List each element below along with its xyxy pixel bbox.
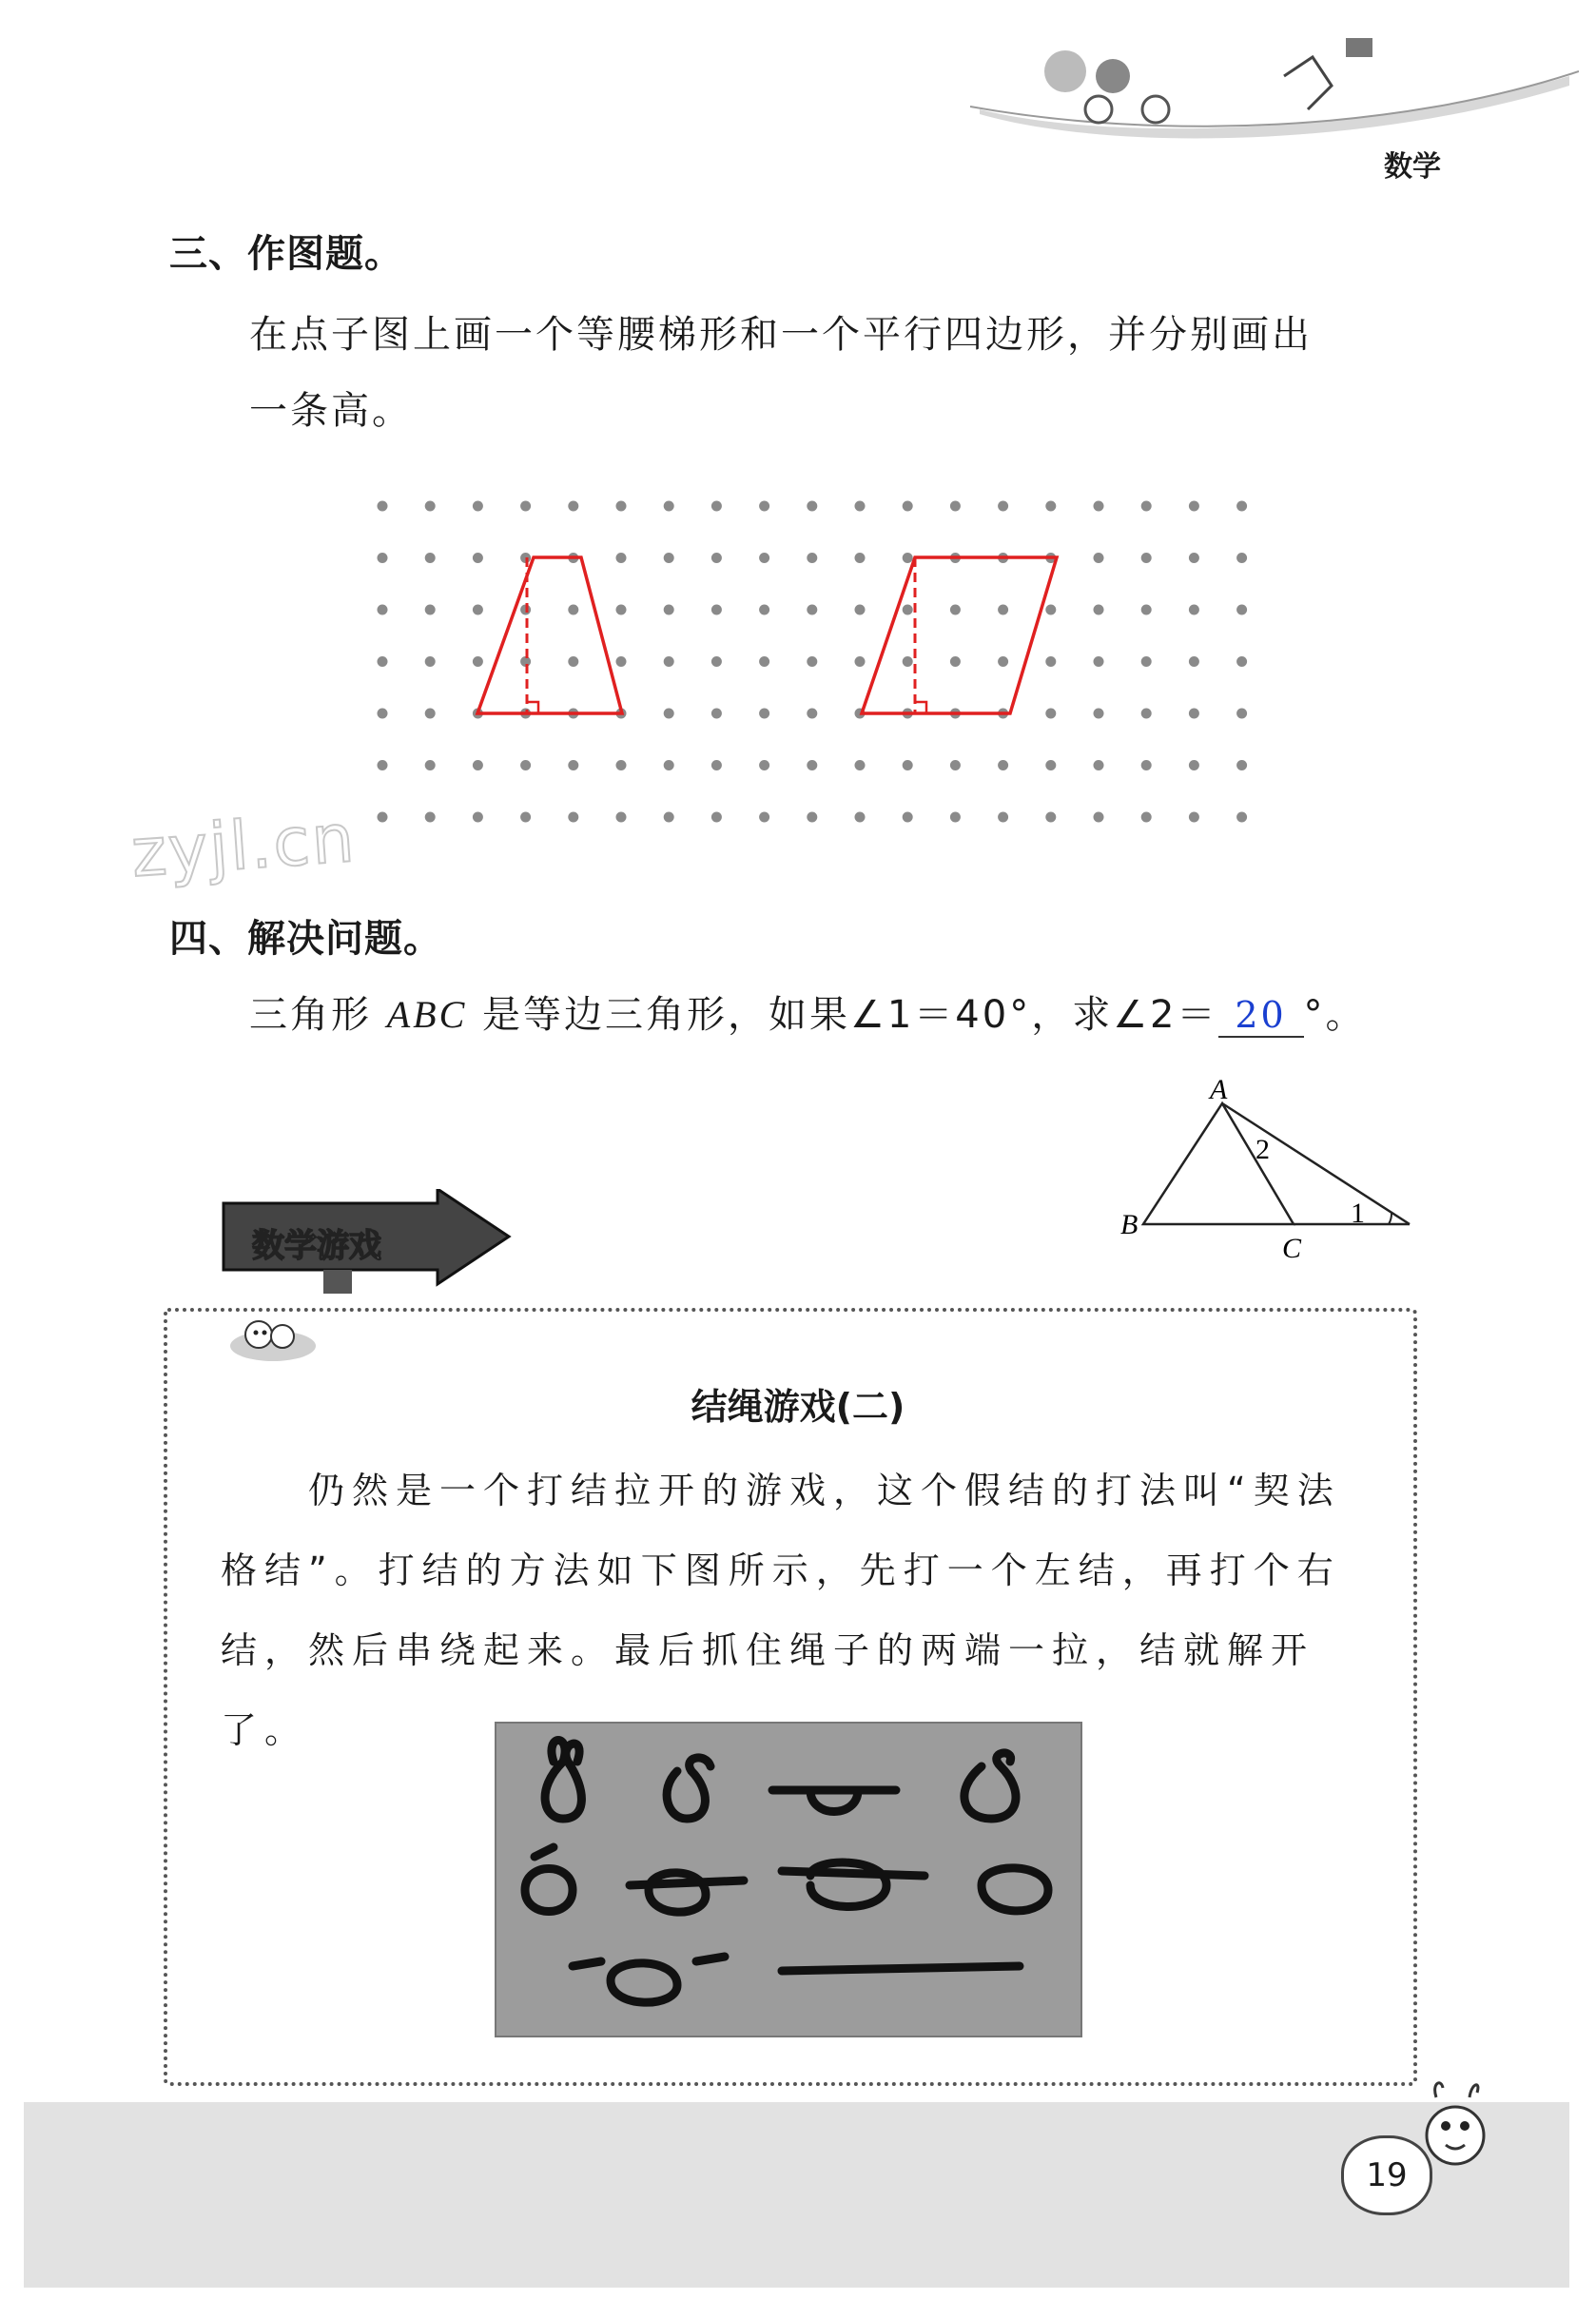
grid-dot xyxy=(425,760,436,770)
grid-dot xyxy=(1094,501,1104,512)
grid-dot xyxy=(664,605,674,615)
grid-dot xyxy=(1094,812,1104,823)
grid-dot xyxy=(664,709,674,719)
grid-dot xyxy=(711,501,722,512)
grid-dot xyxy=(711,553,722,563)
grid-dot xyxy=(807,656,817,667)
grid-dot xyxy=(759,553,769,563)
grid-dot xyxy=(807,605,817,615)
grid-dot xyxy=(759,501,769,512)
grid-dot xyxy=(520,812,531,823)
question-middle: 是等边三角形，如果∠1＝40°，求∠2＝ xyxy=(481,993,1218,1037)
grid-dot xyxy=(1141,553,1152,563)
line-a-to-ext xyxy=(1222,1103,1410,1224)
triangle-abc xyxy=(1143,1103,1294,1224)
grid-dot xyxy=(378,812,388,823)
grid-dot xyxy=(1094,760,1104,770)
grid-dot xyxy=(807,760,817,770)
label-c: C xyxy=(1282,1233,1302,1264)
grid-dot xyxy=(1189,709,1199,719)
grid-dot xyxy=(950,605,961,615)
grid-dot xyxy=(1094,605,1104,615)
grid-dot xyxy=(1141,760,1152,770)
math-game-label: 数学游戏 xyxy=(252,1227,381,1265)
grid-dot xyxy=(664,812,674,823)
grid-dot xyxy=(903,656,913,667)
grid-dot xyxy=(759,709,769,719)
grid-dot xyxy=(616,501,627,512)
knot-steps-illustration xyxy=(496,1724,1080,2036)
grid-dot xyxy=(711,709,722,719)
answer-value: 20 xyxy=(1235,994,1287,1036)
grid-dot xyxy=(520,760,531,770)
grid-dot xyxy=(1045,501,1056,512)
grid-dot xyxy=(998,760,1008,770)
grid-dot xyxy=(950,760,961,770)
game-description: 仍然是一个打结拉开的游戏，这个假结的打法叫“契法格结”。打结的方法如下图所示，先打一个左结，再打个右结，然后串绕起来。最后抓住绳子的两端一拉，结就解开了。 xyxy=(221,1470,1341,1751)
section-4-question xyxy=(249,984,1367,1039)
grid-dot xyxy=(807,501,817,512)
grid-dot xyxy=(1045,812,1056,823)
grid-dot xyxy=(1236,656,1247,667)
header-decoration xyxy=(970,19,1579,143)
grid-dot xyxy=(1045,605,1056,615)
footer-band xyxy=(24,2102,1569,2288)
grid-dot xyxy=(1236,501,1247,512)
grid-dot xyxy=(378,656,388,667)
grid-dot xyxy=(1045,709,1056,719)
grid-dot xyxy=(378,605,388,615)
grid-dot xyxy=(1045,656,1056,667)
grid-dot xyxy=(855,501,866,512)
grid-dot xyxy=(568,760,578,770)
grid-dot xyxy=(711,605,722,615)
section-3-title: 三、作图题。 xyxy=(169,232,403,276)
section-4-title: 四、解决问题。 xyxy=(169,917,442,961)
grid-dot xyxy=(1141,709,1152,719)
grid-dot xyxy=(998,812,1008,823)
page-number: 19 xyxy=(1341,2135,1432,2215)
grid-dot xyxy=(425,553,436,563)
grid-dot xyxy=(1045,760,1056,770)
grid-dot xyxy=(425,812,436,823)
grid-dot xyxy=(568,605,578,615)
dot-grid-figure xyxy=(361,485,1275,837)
grid-dot xyxy=(855,553,866,563)
grid-dot xyxy=(1189,553,1199,563)
grid-dot xyxy=(1236,605,1247,615)
grid-dot xyxy=(425,501,436,512)
parallelogram-right-angle xyxy=(915,702,926,713)
grid-dot xyxy=(425,605,436,615)
angle-1-arc xyxy=(1389,1213,1392,1224)
grid-dot xyxy=(807,553,817,563)
grid-dot xyxy=(378,760,388,770)
grid-dot xyxy=(616,812,627,823)
question-triangle-name: ABC xyxy=(386,993,468,1036)
section-3-line-2: 一条高。 xyxy=(249,389,413,433)
grid-dot xyxy=(759,605,769,615)
grid-dot xyxy=(950,656,961,667)
grid-dot xyxy=(950,501,961,512)
grid-dot xyxy=(568,812,578,823)
grid-dot xyxy=(1189,812,1199,823)
grid-dot xyxy=(903,553,913,563)
isosceles-trapezoid xyxy=(477,557,622,713)
grid-dot xyxy=(903,605,913,615)
answer-blank xyxy=(1218,994,1304,1038)
grid-dot xyxy=(520,501,531,512)
question-prefix: 三角形 xyxy=(249,993,372,1037)
grid-dot xyxy=(1236,709,1247,719)
grid-dot xyxy=(378,709,388,719)
grid-dot xyxy=(664,656,674,667)
label-angle-2: 2 xyxy=(1255,1134,1270,1165)
grid-dot xyxy=(759,760,769,770)
grid-dot xyxy=(616,553,627,563)
grid-dot xyxy=(1236,812,1247,823)
grid-dot xyxy=(855,812,866,823)
grid-dot xyxy=(855,605,866,615)
grid-dot xyxy=(1094,709,1104,719)
grid-dot xyxy=(998,501,1008,512)
grid-dot xyxy=(998,605,1008,615)
grid-dot xyxy=(1141,501,1152,512)
subject-label: 数学 xyxy=(1384,150,1441,184)
game-title: 结绳游戏(二) xyxy=(691,1386,905,1428)
grid-dot xyxy=(473,656,483,667)
grid-dot xyxy=(711,760,722,770)
grid-dot xyxy=(759,656,769,667)
grid-dot xyxy=(425,656,436,667)
grid-dot xyxy=(1236,760,1247,770)
label-a: A xyxy=(1210,1074,1228,1105)
watermark: zyjl.cn xyxy=(128,798,359,893)
grid-dot xyxy=(998,656,1008,667)
triangle-figure xyxy=(1113,1070,1427,1265)
grid-dot xyxy=(1236,553,1247,563)
grid-dot xyxy=(759,812,769,823)
grid-dot xyxy=(903,501,913,512)
grid-dot xyxy=(950,812,961,823)
section-3-line-1: 在点子图上画一个等腰梯形和一个平行四边形，并分别画出 xyxy=(249,313,1313,357)
grid-dot xyxy=(473,812,483,823)
grid-dot xyxy=(664,501,674,512)
grid-dot xyxy=(1094,553,1104,563)
question-suffix: °。 xyxy=(1303,993,1367,1037)
grid-dot xyxy=(616,605,627,615)
grid-dot xyxy=(1189,501,1199,512)
grid-dot xyxy=(378,501,388,512)
grid-dot xyxy=(1141,812,1152,823)
grid-dot xyxy=(378,553,388,563)
grid-dot xyxy=(616,760,627,770)
grid-dot xyxy=(1189,656,1199,667)
grid-dot xyxy=(855,760,866,770)
grid-dot xyxy=(903,760,913,770)
knot-steps-photo xyxy=(495,1722,1082,2037)
grid-dot xyxy=(568,501,578,512)
grid-dot xyxy=(711,812,722,823)
grid-dot xyxy=(473,760,483,770)
grid-dot xyxy=(807,709,817,719)
grid-dot xyxy=(711,656,722,667)
grid-dot xyxy=(903,812,913,823)
grid-dot xyxy=(664,760,674,770)
grid-dot xyxy=(425,709,436,719)
grid-dot xyxy=(1189,760,1199,770)
grid-dot xyxy=(1189,605,1199,615)
parallelogram xyxy=(862,557,1057,713)
grid-dot xyxy=(568,656,578,667)
grid-dot xyxy=(616,656,627,667)
grid-dot xyxy=(664,553,674,563)
label-b: B xyxy=(1120,1209,1139,1240)
grid-dot xyxy=(855,656,866,667)
grid-dot xyxy=(473,553,483,563)
grid-dot xyxy=(807,812,817,823)
grid-dot xyxy=(473,605,483,615)
dot-grid xyxy=(378,501,1248,823)
label-angle-1: 1 xyxy=(1351,1198,1365,1229)
grid-dot xyxy=(473,501,483,512)
grid-dot xyxy=(1141,656,1152,667)
grid-dot xyxy=(1094,656,1104,667)
grid-dot xyxy=(1141,605,1152,615)
